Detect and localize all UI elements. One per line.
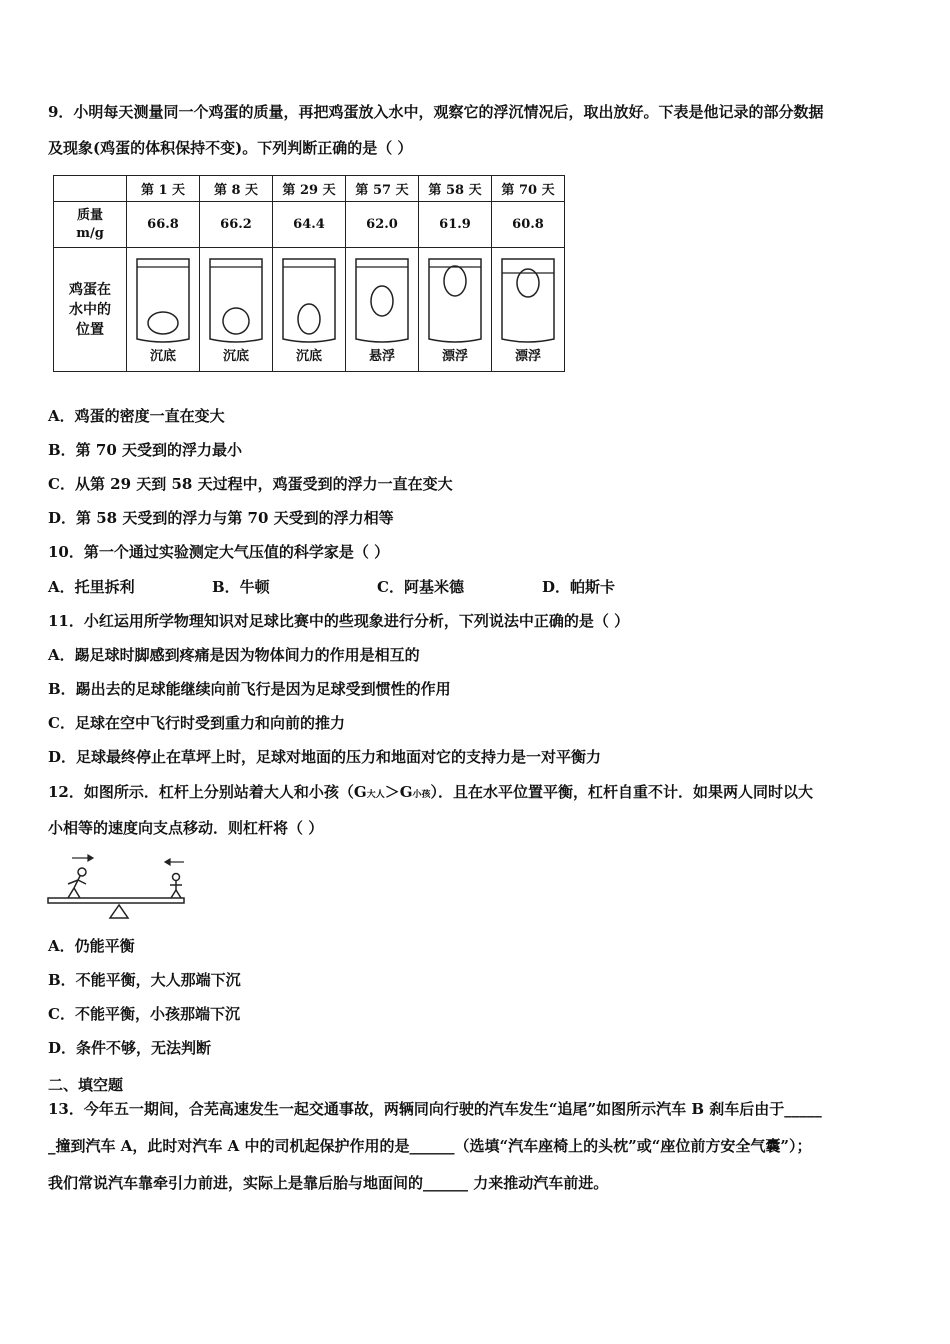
q9-option-b[interactable]: B．第 70 天受到的浮力最小 xyxy=(48,441,242,459)
day-header: 第 57 天 xyxy=(346,176,419,202)
mass-value: 66.8 xyxy=(127,202,200,248)
beaker-sink-icon xyxy=(277,255,341,345)
child-figure-icon xyxy=(170,874,182,899)
q11-option-b[interactable]: B．踢出去的足球能继续向前飞行是因为足球受到惯性的作用 xyxy=(48,680,451,698)
day-header: 第 58 天 xyxy=(419,176,492,202)
q12-option-a[interactable]: A．仍能平衡 xyxy=(48,937,135,955)
q12-stem-part-b: ）．且在水平位置平衡，杠杆自重不计．如果两人同时以大 xyxy=(430,783,814,801)
q10-option-d[interactable]: D．帕斯卡 xyxy=(542,578,616,596)
mass-value: 64.4 xyxy=(273,202,346,248)
q12-stem-line2: 小相等的速度向支点移动．则杠杆将（ ） xyxy=(48,819,324,837)
egg-cell-2 xyxy=(200,248,273,372)
q9-stem-line2: 及现象(鸡蛋的体积保持不变)。下列判断正确的是（ ） xyxy=(48,139,413,157)
q9-option-d[interactable]: D．第 58 天受到的浮力与第 70 天受到的浮力相等 xyxy=(48,509,394,527)
beaker-float-icon xyxy=(423,255,487,345)
q11-option-a[interactable]: A．踢足球时脚感到疼痛是因为物体间力的作用是相互的 xyxy=(48,646,420,664)
egg-state-label: 沉底 xyxy=(222,349,249,364)
arrow-right-icon xyxy=(72,855,93,861)
egg-cell-1 xyxy=(127,248,200,372)
day-header: 第 8 天 xyxy=(200,176,273,202)
egg-cell-3 xyxy=(273,248,346,372)
fulcrum-icon xyxy=(110,905,128,918)
egg-cell-5 xyxy=(419,248,492,372)
q10-option-a[interactable]: A．托里拆利 xyxy=(48,578,135,596)
q11-option-c[interactable]: C．足球在空中飞行时受到重力和向前的推力 xyxy=(48,714,345,732)
beaker-suspend-icon xyxy=(350,255,414,345)
q9-option-a[interactable]: A．鸡蛋的密度一直在变大 xyxy=(48,407,225,425)
mass-value: 66.2 xyxy=(200,202,273,248)
lever-diagram xyxy=(44,852,194,922)
day-header: 第 1 天 xyxy=(127,176,200,202)
q12-stem-mid: ＞G xyxy=(384,783,413,801)
q10-option-b[interactable]: B．牛顿 xyxy=(212,578,270,596)
q13-line2: _撞到汽车 A，此时对汽车 A 中的司机起保护作用的是______（选填“汽车座椅上的头枕”或“座位前方安全气囊”）； xyxy=(48,1137,812,1155)
egg-cell-4 xyxy=(346,248,419,372)
day-header: 第 70 天 xyxy=(492,176,565,202)
egg-data-table xyxy=(53,175,565,372)
q12-option-c[interactable]: C．不能平衡，小孩那端下沉 xyxy=(48,1005,240,1023)
beaker-sink-icon xyxy=(131,255,195,345)
q13-line1: 13．今年五一期间，合芜高速发生一起交通事故，两辆同向行驶的汽车发生“追尾”如图所示汽车 B 刹车后由于_____ xyxy=(48,1100,822,1118)
q10-option-c[interactable]: C．阿基米德 xyxy=(377,578,464,596)
table-corner-cell xyxy=(54,176,127,202)
lever-plank xyxy=(48,898,184,903)
mass-value: 61.9 xyxy=(419,202,492,248)
position-row-label: 鸡蛋在水中的位置 xyxy=(54,248,127,372)
q9-stem-line1: 9．小明每天测量同一个鸡蛋的质量，再把鸡蛋放入水中，观察它的浮沉情况后，取出放好。下表是他记录的部分数据 xyxy=(48,103,824,121)
mass-value: 60.8 xyxy=(492,202,565,248)
beaker-sink-icon xyxy=(204,255,268,345)
q12-subscript-child: 小孩 xyxy=(412,790,431,800)
section-heading: 二、填空题 xyxy=(48,1076,124,1094)
q10-stem: 10．第一个通过实验测定大气压值的科学家是（ ） xyxy=(48,543,390,561)
egg-state-label: 漂浮 xyxy=(441,349,468,364)
egg-state-label: 悬浮 xyxy=(368,349,395,364)
q11-stem: 11．小红运用所学物理知识对足球比赛中的些现象进行分析，下列说法中正确的是（ ） xyxy=(48,612,630,630)
day-header: 第 29 天 xyxy=(273,176,346,202)
mass-row-label: 质量 m/g xyxy=(54,202,127,248)
q12-stem-part-a: 12．如图所示．杠杆上分别站着大人和小孩（G xyxy=(48,783,367,801)
q9-option-c[interactable]: C．从第 29 天到 58 天过程中，鸡蛋受到的浮力一直在变大 xyxy=(48,475,453,493)
egg-state-label: 漂浮 xyxy=(514,349,541,364)
q12-subscript-adult: 大人 xyxy=(366,790,385,800)
q12-option-b[interactable]: B．不能平衡，大人那端下沉 xyxy=(48,971,241,989)
q12-stem-line1 xyxy=(48,782,813,805)
q12-option-d[interactable]: D．条件不够，无法判断 xyxy=(48,1039,212,1057)
egg-state-label: 沉底 xyxy=(149,349,176,364)
egg-state-label: 沉底 xyxy=(295,349,322,364)
egg-cell-6 xyxy=(492,248,565,372)
arrow-left-icon xyxy=(165,859,184,865)
adult-figure-icon xyxy=(68,868,86,898)
q11-option-d[interactable]: D．足球最终停止在草坪上时，足球对地面的压力和地面对它的支持力是一对平衡力 xyxy=(48,748,602,766)
beaker-float-icon xyxy=(496,255,560,345)
mass-value: 62.0 xyxy=(346,202,419,248)
q13-line3: 我们常说汽车靠牵引力前进，实际上是靠后胎与地面间的______ 力来推动汽车前进。 xyxy=(48,1174,609,1192)
